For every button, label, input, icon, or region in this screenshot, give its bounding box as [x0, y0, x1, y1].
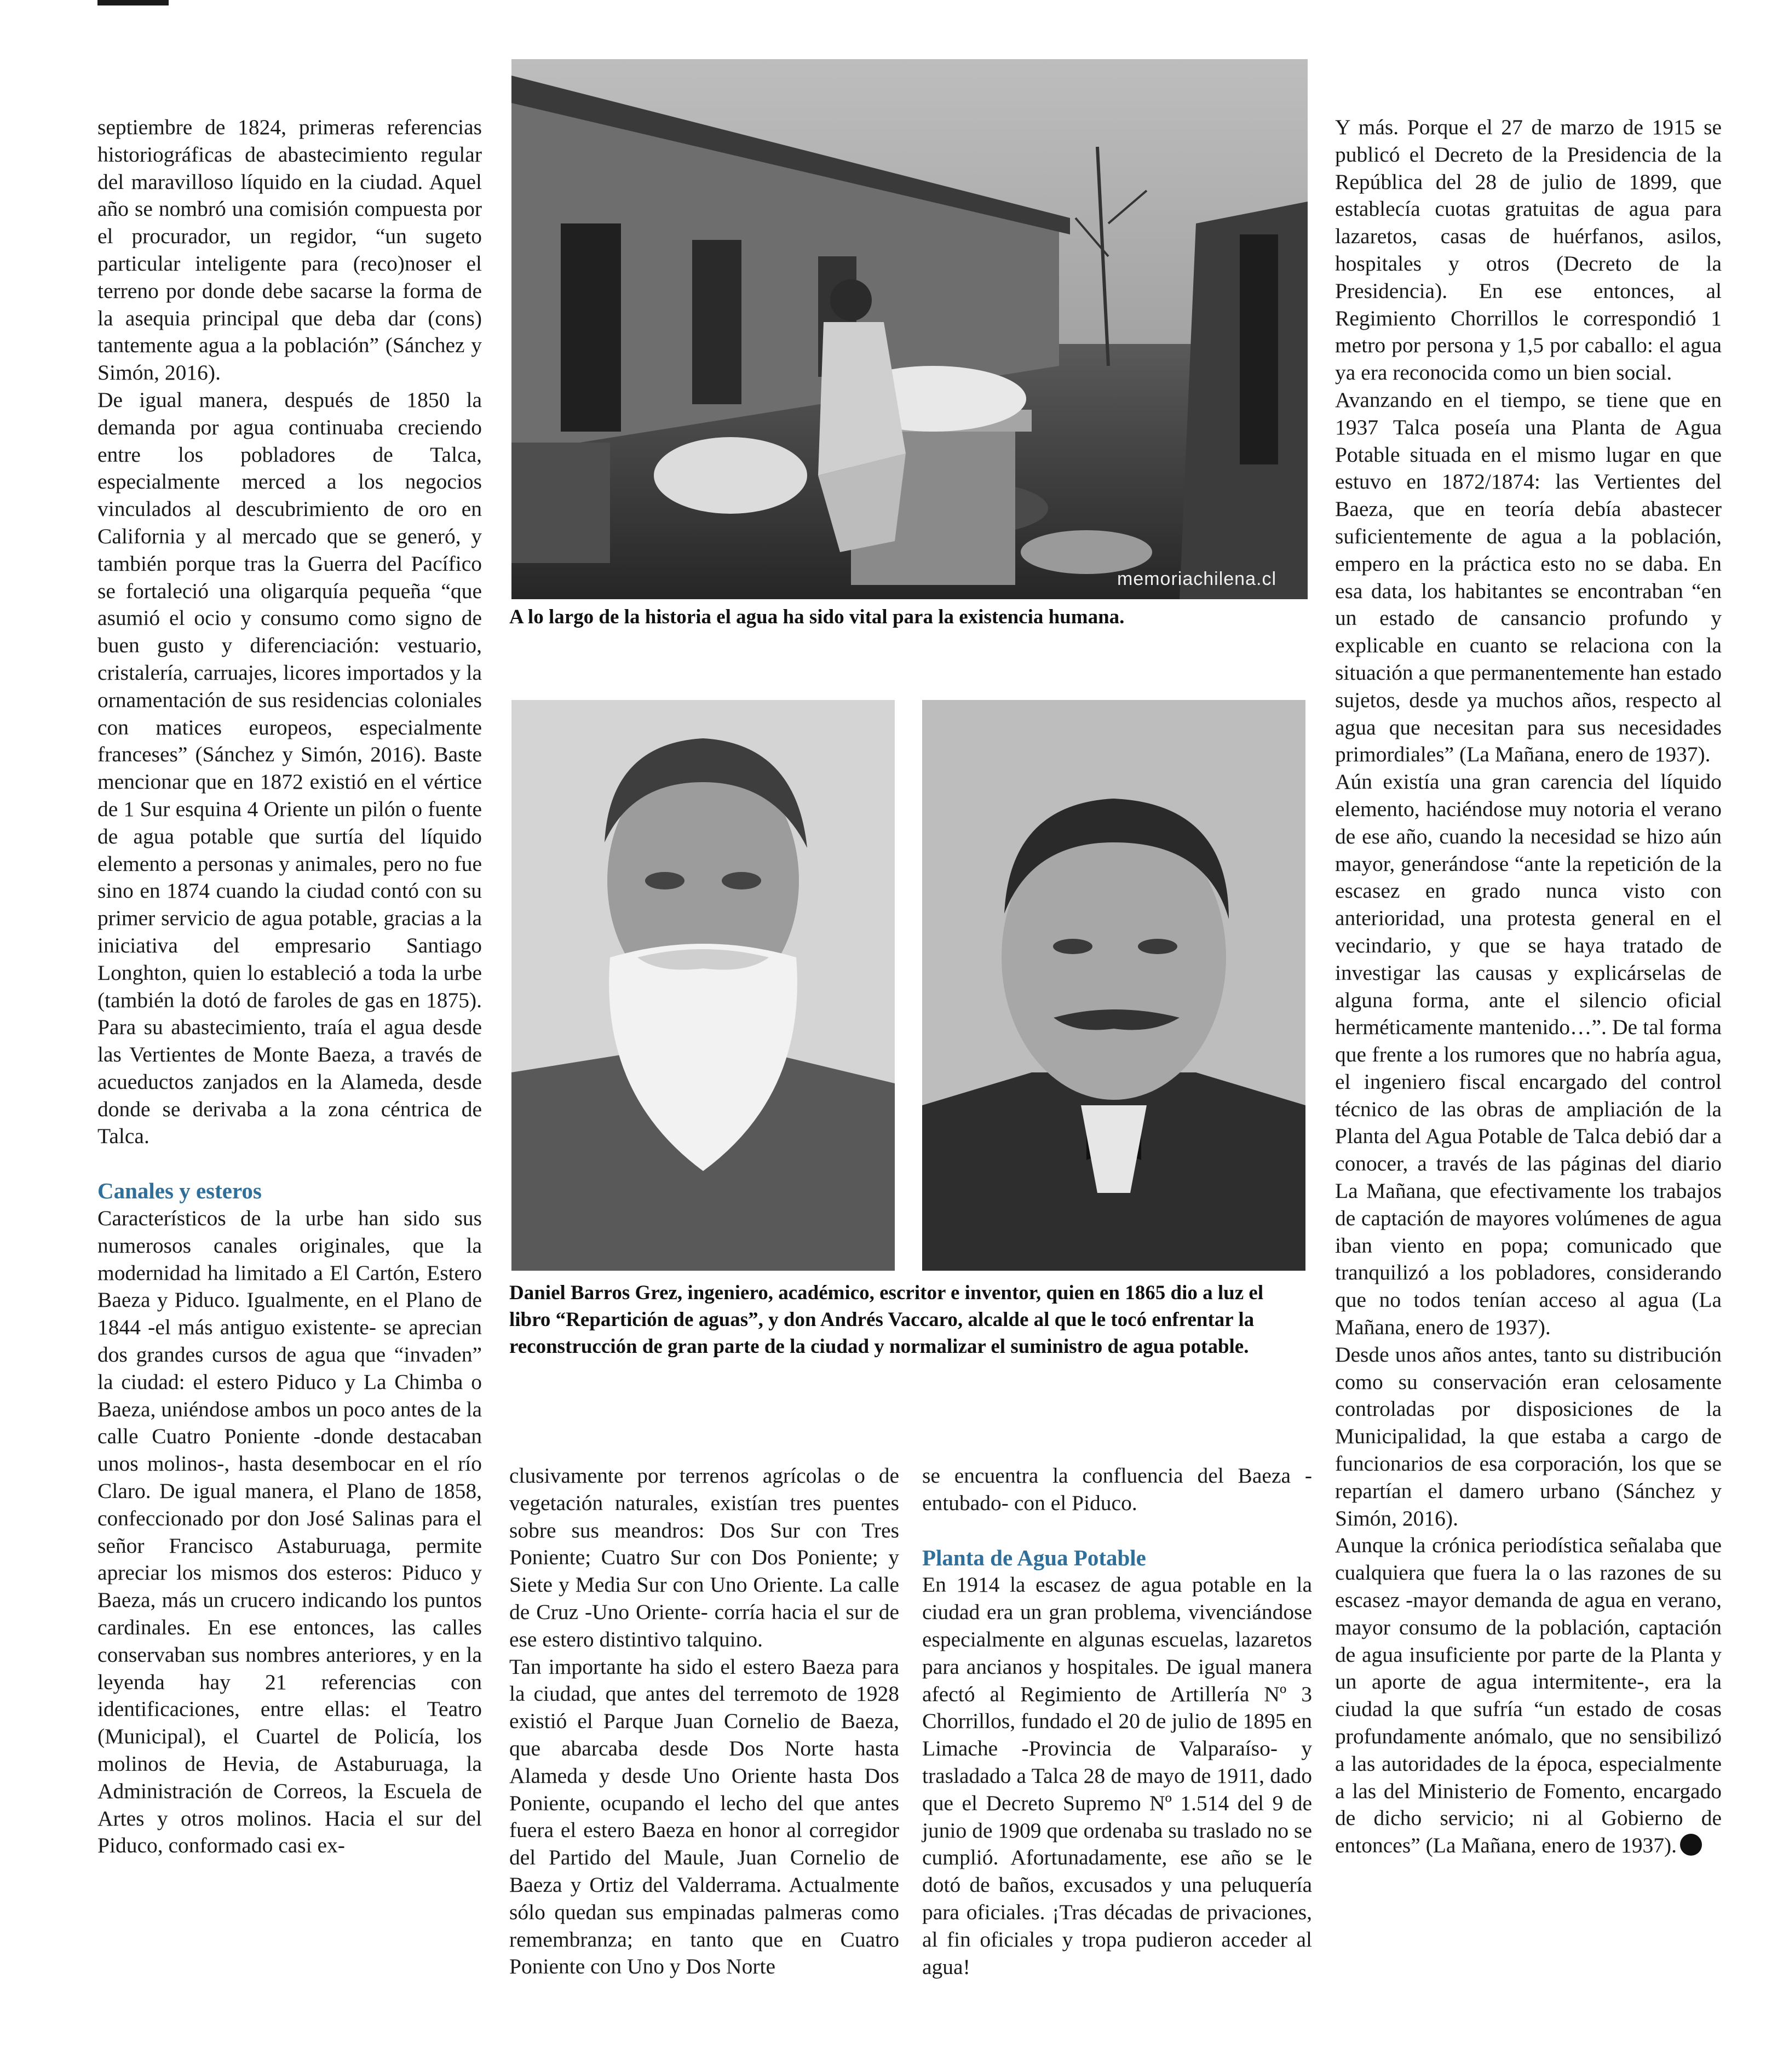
column-left: [97, 114, 482, 1859]
paragraph: Desde unos años antes, tanto su distribución como su conservación eran celosamente controladas por disposiciones de la Municipalidad, la que estaba a cargo de funcionarios de esa corporación, los que se repartían el damero urbano (Sánchez y Simón, 2016).: [1335, 1342, 1722, 1530]
photo-woman-washing: [511, 59, 1308, 599]
photo-watermark: memoriachilena.cl: [1117, 569, 1276, 589]
paragraph: Y más. Porque el 27 de marzo de 1915 se publicó el Decreto de la Presidencia de la República del 28 de julio de 1899, que establecía cuotas gratuitas de agua para lazaretos, casas de huérfanos, asilos, hospitales y otros (Decreto de la Presidencia). En ese entonces, al Regimiento Chorrillos le correspondió 1 metro por persona y 1,5 por caballo: el agua ya era reconocida como un bien social.: [1335, 115, 1722, 385]
paragraph: Característicos de la urbe han sido sus numerosos canales originales, que la modernidad ha limitado a El Cartón, Estero Baeza y Piduco. Igualmente, en el Plano de 1844 -el más antiguo existente- se aprecian dos grandes cursos de agua que “invaden” la ciudad: el estero Piduco y La Chimba o Baeza, uniéndose ambos un poco antes de la calle Cuatro Poniente -donde destacaban unos molinos-, hasta desembocar en el río Claro. De igual manera, el Plano de 1858, confeccionado por don José Salinas para el señor Francisco Astaburuaga, permite apreciar los mismos dos esteros: Piduco y Baeza, más un crucero indicando los puntos cardinales. En ese entonces, las calles conservaban sus nombres anteriores, y en la leyenda hay 21 referencias con identificaciones, entre ellas: el Teatro (Municipal), el Cuartel de Policía, los molinos de Hevia, de Astaburuaga, la Administración de Correos, la Escuela de Artes y otros molinos. Hacia el sur del Piduco, conformado casi ex-: [97, 1206, 482, 1858]
column-center-left: [509, 1462, 899, 1981]
section-heading-planta: Planta de Agua Potable: [922, 1545, 1146, 1570]
paragraph: Aún existía una gran carencia del líquido elemento, haciéndose muy notoria el verano de ese año, cuando la necesidad se hizo aún mayor, generándose “ante la repetición de la escasez en grado nunca visto con anterioridad, una protesta general en el vecindario, y que se haya tratado de investigar las causas y explicárselas de alguna forma, ante el silencio oficial herméticamente mantenido…”. De tal forma que frente a los rumores que no habría agua, el ingeniero fiscal encargado del control técnico de las obras de ampliación de la Planta del Agua Potable de Talca debió dar a conocer, a través de las páginas del diario La Mañana, que efectivamente los trabajos de captación de mayores volúmenes de agua iban viento en popa; comunicado que tranquilizó a los pobladores, considerando que no todos tenían acceso al agua (La Mañana, enero de 1937).: [1335, 770, 1722, 1340]
page-top-rule: [97, 0, 169, 5]
paragraph: De igual manera, después de 1850 la demanda por agua continuaba creciendo entre los pobladores de Talca, especialmente merced a los negocios vinculados al descubrimiento de oro en California y al mercado que se generó, y también porque tras la Guerra del Pacífico se fortaleció una oligarquía pequeña “que asumió el ocio y consumo como signo de buen gusto y diferenciación: vestuario, cristalería, carruajes, licores importados y la ornamentación de sus residencias coloniales con matices europeos, especialmente franceses” (Sánchez y Simón, 2016). Baste mencionar que en 1872 existió en el vértice de 1 Sur esquina 4 Oriente un pilón o fuente de agua potable que surtía del líquido elemento a personas y animales, pero no fue sino en 1874 cuando la ciudad contó con su primer servicio de agua potable, gracias a la iniciativa del empresario Santiago Longhton, quien lo estableció a toda la urbe (también la dotó de faroles de gas en 1875). Para su abastecimiento, traía el agua desde las Vertientes de Monte Baeza, a través de acueductos zanjados en la Alameda, desde donde se derivaba a la zona céntrica de Talca.: [97, 387, 482, 1149]
paragraph: septiembre de 1824, primeras referencias historiográficas de abastecimiento regular del maravilloso líquido en la ciudad. Aquel año se nombró una comisión compuesta por el procurador, un regidor, “un sugeto particular inteligente para (reco)noser el terreno por donde debe sacarse la forma de la asequia principal que deba dar (cons) tantemente agua a la población” (Sánchez y Simón, 2016).: [97, 115, 482, 385]
paragraph: clusivamente por terrenos agrícolas o de vegetación naturales, existían tres puentes sobre sus meandros: Dos Sur con Tres Poniente; Cuatro Sur con Dos Poniente; y Siete y Media Sur con Uno Oriente. La calle de Cruz -Uno Oriente- corría hacia el sur de ese estero distintivo talquino.: [509, 1463, 899, 1651]
paragraph: se encuentra la confluencia del Baeza -entubado- con el Piduco.: [922, 1463, 1312, 1515]
column-center-right: [922, 1462, 1312, 1981]
photo-portrait-barros-grez: [511, 700, 895, 1271]
section-heading-canales: Canales y esteros: [97, 1178, 262, 1204]
caption-washer: A lo largo de la historia el agua ha sido vital para la existencia humana.: [509, 606, 1125, 628]
paragraph: En 1914 la escasez de agua potable en la ciudad era un gran problema, vivenciándose especialmente en algunas escuelas, lazaretos para ancianos y hospitales. De igual manera afectó al Regimiento de Artillería Nº 3 Chorrillos, fundado el 20 de julio de 1895 en Limache -Provincia de Valparaíso- y trasladado a Talca 28 de mayo de 1911, dado que el Decreto Supremo Nº 1.514 del 9 de junio de 1909 que ordenaba su traslado no se cumplió. Afortunadamente, ese año se le dotó de baños, excusados y una peluquería para oficiales. ¡Tras décadas de privaciones, al fin oficiales y tropa pudieron acceder al agua!: [922, 1572, 1312, 1979]
paragraph-final-text: Aunque la crónica periodística señalaba que cualquiera que fuera la o las razones de su escasez -mayor demanda de agua en verano, mayor consumo de la población, captación de agua insuficiente por parte de la Planta y un aporte de agua intermitente-, era la ciudad la que sufría “un estado de cosas profundamente anómalo, que no sensibilizó a las autoridades de la época, especialmente a las del Ministerio de Fomento, encargado de dicho servicio; ni al Gobierno de entonces” (La Mañana, enero de 1937).: [1335, 1533, 1722, 1858]
paragraph-final: [1335, 1532, 1722, 1859]
paragraph: Tan importante ha sido el estero Baeza para la ciudad, que antes del terremoto de 1928 existió el Parque Juan Cornelio de Baeza, que abarcaba desde Dos Norte hasta Alameda y desde Uno Oriente hasta Dos Poniente, ocupando el lecho del que antes fuera el estero Baeza en honor al corregidor del Partido del Maule, Juan Cornelio de Baeza y Ortiz del Valderrama. Actualmente sólo quedan sus empinadas palmeras como remembranza; en tanto que en Cuatro Poniente con Uno y Dos Norte: [509, 1654, 899, 1979]
end-mark-icon: [1680, 1834, 1702, 1856]
paragraph: Avanzando en el tiempo, se tiene que en 1937 Talca poseía una Planta de Agua Potable situada en el mismo lugar en que estuvo en 1872/1874: las Vertientes del Baeza, que en teoría debía abastecer suficientemente de agua a la población, empero en la práctica esto no se daba. En esa data, los habitantes se encontraban “en un estado de cansancio profundo y explicable en cuanto se relaciona con la situación a que permanentemente han estado sujetos, desde ya muchos años, respecto al agua que necesitan para sus necesidades primordiales” (La Mañana, enero de 1937).: [1335, 387, 1722, 767]
column-right: [1335, 114, 1722, 1859]
caption-portraits: Daniel Barros Grez, ingeniero, académico, escritor e inventor, quien en 1865 dio a luz el libro “Repartición de aguas”, y don Andrés Vaccaro, alcalde al que le tocó enfrentar la reconstrucción de gran parte de la ciudad y normalizar el suministro de agua potable.: [509, 1282, 1264, 1358]
photo-portrait-vaccaro: [922, 700, 1305, 1271]
